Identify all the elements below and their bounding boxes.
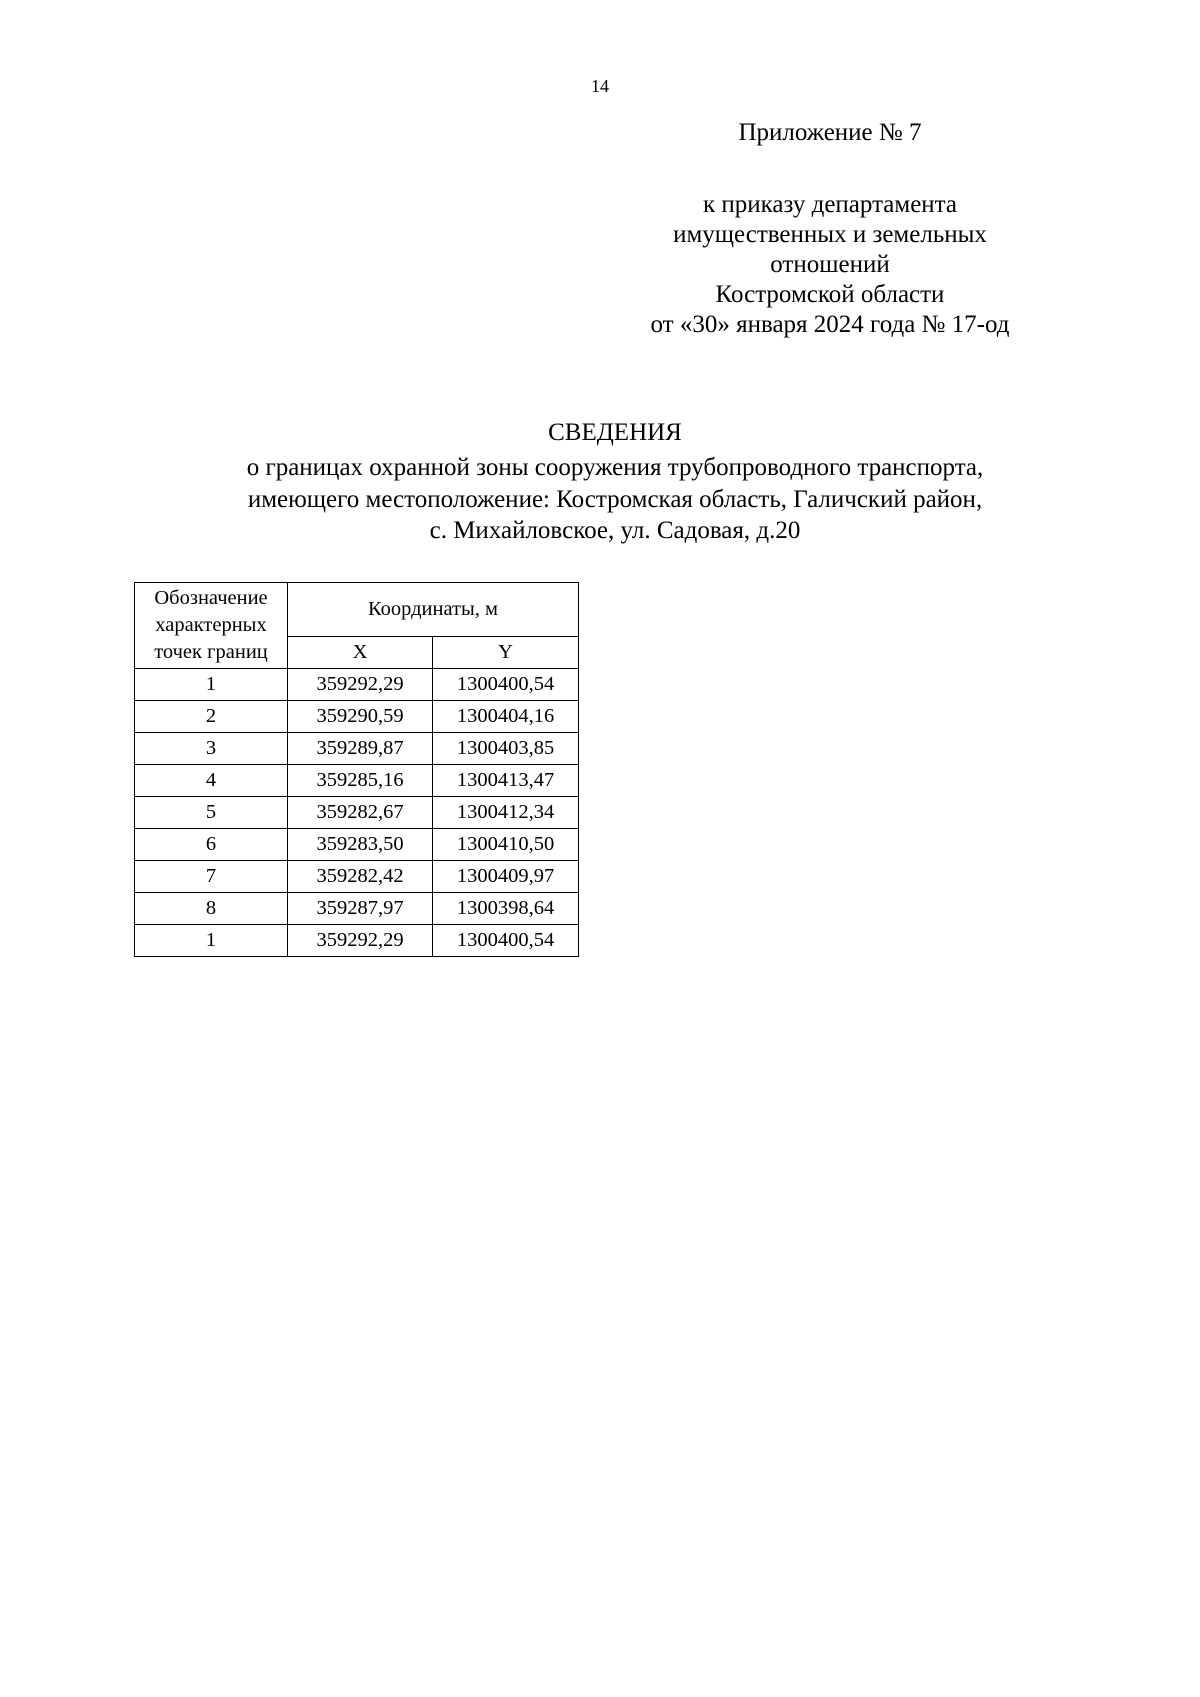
- point-header-line: характерных: [155, 614, 267, 636]
- point-cell: 3: [135, 733, 288, 765]
- x-cell: 359290,59: [288, 701, 433, 733]
- point-header-line: точек границ: [154, 641, 268, 663]
- point-cell: 6: [135, 829, 288, 861]
- order-reference-line: Костромской области: [715, 281, 945, 308]
- subtitle-line: с. Михайловское, ул. Садовая, д.20: [429, 517, 801, 544]
- table-row: [135, 893, 579, 925]
- point-header: [135, 583, 288, 669]
- page-number: 14: [591, 76, 609, 96]
- y-cell: 1300404,16: [433, 701, 579, 733]
- coordinates-header: Координаты, м: [288, 583, 579, 637]
- x-header: X: [288, 637, 433, 669]
- y-cell: 1300409,97: [433, 861, 579, 893]
- order-reference-line: от «30» января 2024 года № 17-од: [650, 311, 1010, 338]
- point-cell: 5: [135, 797, 288, 829]
- table-row: [135, 829, 579, 861]
- table-row: [135, 669, 579, 701]
- point-header-line: Обозначение: [154, 587, 268, 609]
- point-cell: 1: [135, 669, 288, 701]
- order-reference: [600, 190, 1060, 340]
- x-cell: 359292,29: [288, 925, 433, 957]
- x-cell: 359287,97: [288, 893, 433, 925]
- subtitle-line: имеющего местоположение: Костромская область, Галичский район,: [247, 485, 983, 513]
- point-cell: 4: [135, 765, 288, 797]
- point-cell: 1: [135, 925, 288, 957]
- point-cell: 7: [135, 861, 288, 893]
- table-row: [135, 925, 579, 957]
- point-cell: 8: [135, 893, 288, 925]
- table-row: [135, 701, 579, 733]
- table-row: [135, 797, 579, 829]
- table-row: [135, 861, 579, 893]
- table-row: [135, 733, 579, 765]
- x-cell: 359282,67: [288, 797, 433, 829]
- x-cell: 359285,16: [288, 765, 433, 797]
- table-header-row: [135, 583, 579, 637]
- subtitle-line: о границах охранной зоны сооружения трубопроводного транспорта,: [246, 454, 984, 481]
- order-reference-line: отношений: [770, 251, 890, 278]
- y-cell: 1300400,54: [433, 925, 579, 957]
- document-subtitle: [0, 452, 1200, 547]
- point-cell: 2: [135, 701, 288, 733]
- y-cell: 1300410,50: [433, 829, 579, 861]
- y-cell: 1300412,34: [433, 797, 579, 829]
- document-title: СВЕДЕНИЯ: [548, 419, 682, 446]
- coordinates-table: [134, 582, 579, 957]
- x-cell: 359282,42: [288, 861, 433, 893]
- order-reference-line: к приказу департамента: [702, 191, 958, 218]
- y-header: Y: [433, 637, 579, 669]
- table-row: [135, 765, 579, 797]
- x-cell: 359283,50: [288, 829, 433, 861]
- y-cell: 1300413,47: [433, 765, 579, 797]
- y-cell: 1300403,85: [433, 733, 579, 765]
- y-cell: 1300398,64: [433, 893, 579, 925]
- appendix-title: Приложение № 7: [738, 119, 922, 146]
- x-cell: 359289,87: [288, 733, 433, 765]
- order-reference-line: имущественных и земельных: [673, 221, 987, 248]
- x-cell: 359292,29: [288, 669, 433, 701]
- y-cell: 1300400,54: [433, 669, 579, 701]
